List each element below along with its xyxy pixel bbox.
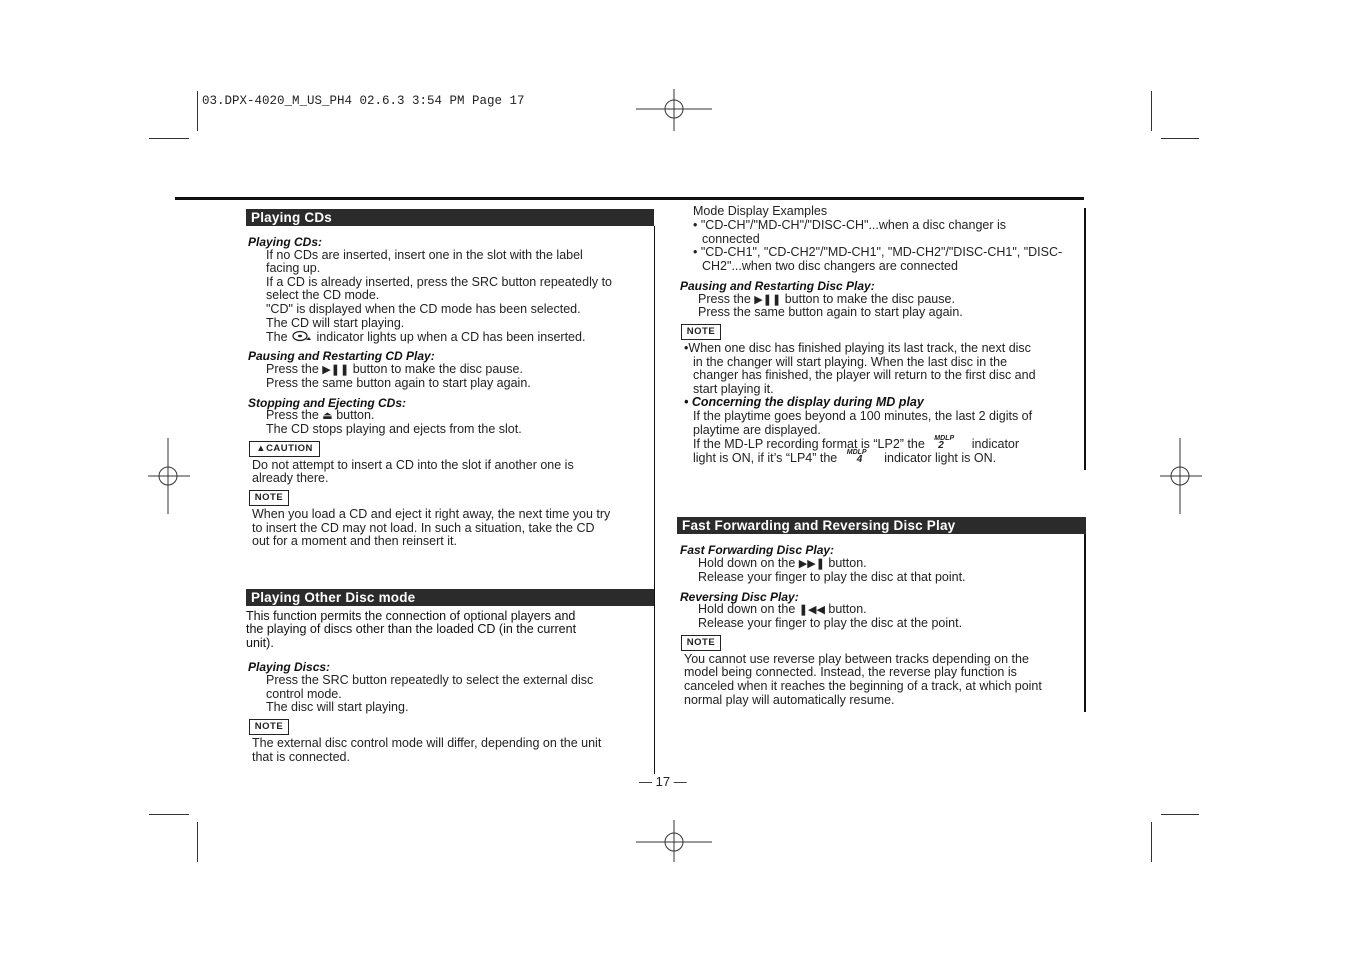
caution-label: CAUTION: [266, 443, 313, 454]
note-text: to insert the CD may not load. In such a situation, take the CD: [252, 521, 595, 535]
page-number: — 17 —: [639, 774, 687, 789]
subheading-reversing: Reversing Disc Play:: [680, 590, 799, 604]
body-text: The CD stops playing and ejects from the slot.: [266, 422, 522, 436]
subheading-stopping-cd: Stopping and Ejecting CDs:: [248, 396, 406, 410]
eject-icon: ⏏: [322, 410, 333, 422]
note-text: canceled when it reaches the beginning of a track, at which point: [684, 679, 1042, 693]
body-text: The CD will start playing.: [266, 316, 405, 330]
text-fragment: indicator: [971, 437, 1020, 451]
cd-indicator-icon: [291, 330, 313, 342]
crop-mark: [1151, 91, 1152, 131]
next-track-icon: ▶▶❚: [798, 558, 825, 570]
text-fragment: button.: [336, 408, 375, 422]
play-pause-icon: ▶❚❚: [322, 364, 350, 376]
text-fragment: indicator lights up when a CD has been inserted.: [316, 330, 586, 344]
crop-mark: [1161, 138, 1199, 139]
caution-tag: [249, 441, 320, 457]
crop-mark: [149, 138, 189, 139]
body-text: select the CD mode.: [266, 288, 380, 302]
section-title-playing-cds: Playing CDs: [246, 209, 654, 226]
text-fragment: button to make the disc pause.: [784, 292, 955, 306]
body-text: Release your finger to play the disc at that point.: [698, 570, 966, 584]
note-tag: NOTE: [681, 324, 721, 340]
subheading-playing-cds: Playing CDs:: [248, 235, 323, 249]
note-bold-item: • Concerning the display during MD play: [684, 395, 924, 409]
subheading-playing-discs: Playing Discs:: [248, 660, 331, 674]
body-text: facing up.: [266, 261, 321, 275]
section-title-fast-forward: Fast Forwarding and Reversing Disc Play: [677, 517, 1086, 534]
body-text: control mode.: [266, 687, 342, 701]
text-fragment: Press the: [698, 292, 751, 306]
body-text: [266, 330, 585, 345]
right-margin-rule: [1084, 534, 1086, 712]
text-fragment: The: [266, 330, 288, 344]
crop-mark: [149, 814, 189, 815]
lp-digit: 2: [938, 440, 944, 451]
note-text: normal play will automatically resume.: [684, 693, 895, 707]
section-title-other-disc: Playing Other Disc mode: [246, 589, 654, 606]
warning-triangle-icon: ▲: [256, 443, 267, 454]
body-text: "CD" is displayed when the CD mode has been selected.: [266, 302, 581, 316]
text-fragment: Hold down on the: [698, 602, 796, 616]
text-fragment: button.: [828, 556, 867, 570]
note-tag: NOTE: [249, 490, 289, 506]
caution-text: Do not attempt to insert a CD into the slot if another one is: [252, 458, 574, 472]
bullet-item: • "CD-CH1", "CD-CH2"/"MD-CH1", "MD-CH2"/"DISC-CH1", "DISC-: [693, 245, 1063, 259]
body-text: Press the same button again to start play again.: [266, 376, 531, 390]
mdlp-lp4-indicator-icon: [841, 451, 881, 465]
mdlp-label: MDLP: [846, 449, 867, 456]
text-fragment: indicator light is ON.: [884, 451, 997, 465]
bullet-item-cont: connected: [702, 232, 760, 246]
text-fragment: button to make the disc pause.: [352, 362, 523, 376]
body-text: Press the SRC button repeatedly to select the external disc: [266, 673, 594, 687]
column-divider: [654, 226, 655, 774]
note-text: that is connected.: [252, 750, 350, 764]
body-text: Press the same button again to start play again.: [698, 305, 963, 319]
note-text: in the changer will start playing. When the last disc in the: [693, 355, 1008, 369]
text-fragment: Hold down on the: [698, 556, 796, 570]
note-text: playtime are displayed.: [693, 423, 821, 437]
note-text: changer has finished, the player will return to the first disc and: [693, 368, 1036, 382]
registration-mark-icon: [636, 71, 712, 147]
note-text: If the playtime goes beyond a 100 minutes, the last 2 digits of: [693, 409, 1033, 423]
intro-text: This function permits the connection of optional players and: [246, 609, 576, 623]
mdlp-label: MDLP: [934, 435, 955, 442]
subheading-fast-forward: Fast Forwarding Disc Play:: [680, 543, 835, 557]
intro-text: unit).: [246, 636, 274, 650]
body-text: If a CD is already inserted, press the SRC button repeatedly to: [266, 275, 613, 289]
mode-display-heading: Mode Display Examples: [693, 204, 828, 218]
bullet-item: • "CD-CH"/"MD-CH"/"DISC-CH"...when a disc changer is: [693, 218, 1007, 232]
registration-mark-icon: [130, 438, 206, 514]
body-text: If no CDs are inserted, insert one in the slot with the label: [266, 248, 583, 262]
registration-mark-icon: [636, 804, 712, 880]
note-text: You cannot use reverse play between tracks depending on the: [684, 652, 1029, 666]
print-slug: 03.DPX-4020_M_US_PH4 02.6.3 3:54 PM Page 17: [202, 94, 525, 108]
text-fragment: If the MD-LP recording format is “LP2” the: [693, 437, 925, 451]
crop-mark: [197, 91, 198, 131]
body-text: Release your finger to play the disc at the point.: [698, 616, 963, 630]
note-text: The external disc control mode will differ, depending on the unit: [252, 736, 602, 750]
lp-digit: 4: [856, 454, 863, 465]
text-fragment: When one disc has finished playing its last track, the next disc: [688, 341, 1031, 355]
text-fragment: light is ON, if it’s “LP4” the: [693, 451, 838, 465]
note-text: When you load a CD and eject it right away, the next time you try: [252, 507, 611, 521]
registration-mark-icon: [1142, 438, 1218, 514]
play-pause-icon: ▶❚❚: [754, 294, 782, 306]
text-fragment: Concerning the display during MD play: [691, 395, 924, 409]
note-tag: NOTE: [681, 635, 721, 651]
text-fragment: button.: [828, 602, 867, 616]
note-text: [693, 451, 996, 466]
subheading-pausing-cd: Pausing and Restarting CD Play:: [248, 349, 435, 363]
body-text: The disc will start playing.: [266, 700, 409, 714]
mdlp-lp2-indicator-icon: [928, 437, 968, 451]
bullet-item-cont: CH2"...when two disc changers are connected: [702, 259, 958, 273]
crop-mark: [1161, 814, 1199, 815]
note-text: •When one disc has finished playing its last track, the next disc: [684, 341, 1031, 355]
crop-mark: [1151, 822, 1152, 862]
previous-track-icon: ❚◀◀: [798, 604, 825, 616]
subheading-pausing-disc: Pausing and Restarting Disc Play:: [680, 279, 875, 293]
caution-text: already there.: [252, 471, 329, 485]
text-fragment: "CD-CH1", "CD-CH2"/"MD-CH1", "MD-CH2"/"DISC-CH1", "DISC-: [700, 245, 1063, 259]
note-text: out for a moment and then reinsert it.: [252, 534, 457, 548]
note-tag: NOTE: [249, 719, 289, 735]
note-text: start playing it.: [693, 382, 774, 396]
text-fragment: "CD-CH"/"MD-CH"/"DISC-CH"...when a disc changer is: [700, 218, 1007, 232]
note-text: model being connected. Instead, the reverse play function is: [684, 665, 1017, 679]
right-margin-rule: [1084, 208, 1086, 470]
text-fragment: Press the: [266, 408, 319, 422]
top-rule: [175, 197, 1084, 200]
crop-mark: [197, 822, 198, 862]
text-fragment: Press the: [266, 362, 319, 376]
intro-text: the playing of discs other than the loaded CD (in the current: [246, 622, 577, 636]
